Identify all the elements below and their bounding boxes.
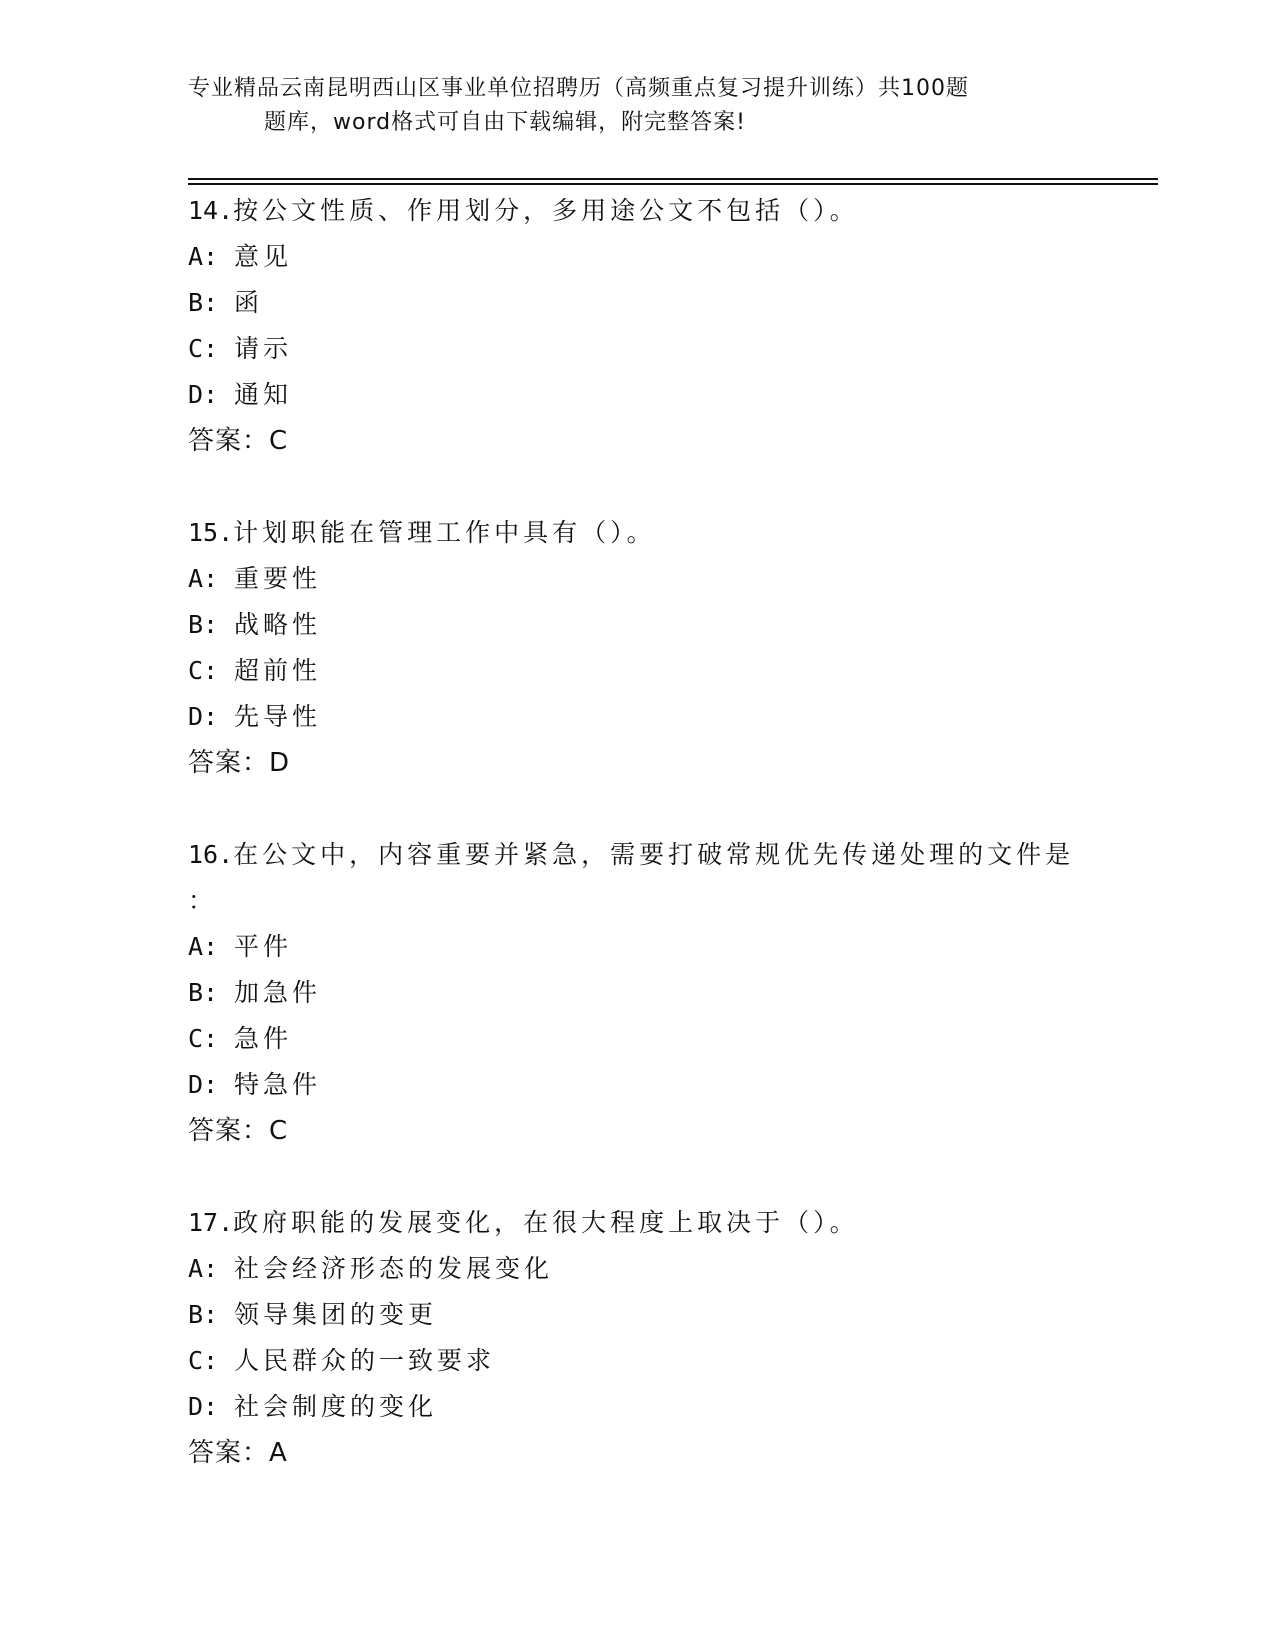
- option-c: [188, 648, 1088, 694]
- answer-label: 答案：: [188, 1116, 270, 1146]
- question-text: 政府职能的发展变化，在很大程度上取决于（）。: [233, 1208, 859, 1237]
- answer-line: [188, 740, 1088, 786]
- answer-value: C: [269, 1116, 289, 1146]
- answer-label: 答案：: [188, 748, 270, 778]
- option-text: 人民群众的一致要求: [234, 1346, 496, 1375]
- answer-value: D: [269, 748, 291, 778]
- option-b: [188, 280, 1088, 326]
- question-list: [188, 188, 1088, 1522]
- option-letter: A:: [188, 932, 219, 961]
- question-number: 14.: [188, 196, 234, 225]
- option-letter: A:: [188, 242, 219, 271]
- option-letter: C:: [188, 1346, 219, 1375]
- header-title-line-1: 专业精品云南昆明西山区事业单位招聘历（高频重点复习提升训练）共100题: [188, 76, 969, 101]
- option-c: [188, 1338, 1088, 1384]
- option-a: [188, 234, 1088, 280]
- header-divider-top: [188, 178, 1158, 180]
- answer-value: A: [269, 1438, 288, 1468]
- option-d: [188, 1384, 1088, 1430]
- option-text: 先导性: [234, 702, 322, 731]
- answer-line: [188, 418, 1088, 464]
- option-text: 通知: [234, 380, 293, 409]
- question-number: 16.: [188, 840, 234, 869]
- option-b: [188, 970, 1088, 1016]
- option-b: [188, 602, 1088, 648]
- question-15: [188, 510, 1088, 786]
- option-a: [188, 1246, 1088, 1292]
- question-number: 15.: [188, 518, 234, 547]
- option-a: [188, 924, 1088, 970]
- option-text: 加急件: [234, 978, 322, 1007]
- option-letter: B:: [188, 610, 219, 639]
- option-d: [188, 1062, 1088, 1108]
- option-text: 特急件: [234, 1070, 322, 1099]
- answer-label: 答案：: [188, 426, 270, 456]
- question-14: [188, 188, 1088, 464]
- answer-value: C: [269, 426, 289, 456]
- option-letter: C:: [188, 656, 219, 685]
- option-text: 超前性: [234, 656, 322, 685]
- answer-line: [188, 1430, 1088, 1476]
- option-text: 急件: [234, 1024, 293, 1053]
- option-d: [188, 694, 1088, 740]
- option-text: 意见: [234, 242, 293, 271]
- question-stem-continued: ：: [188, 886, 214, 915]
- option-letter: D:: [188, 1070, 219, 1099]
- option-letter: C:: [188, 1024, 219, 1053]
- option-text: 社会经济形态的发展变化: [234, 1254, 554, 1283]
- option-text: 社会制度的变化: [234, 1392, 438, 1421]
- option-letter: B:: [188, 1300, 219, 1329]
- answer-label: 答案：: [188, 1438, 270, 1468]
- answer-line: [188, 1108, 1088, 1154]
- option-text: 领导集团的变更: [234, 1300, 438, 1329]
- header-divider-bottom: [188, 183, 1158, 185]
- option-letter: D:: [188, 380, 219, 409]
- header-title-line-2: 题库，word格式可自由下载编辑，附完整答案!: [264, 110, 746, 135]
- option-text: 平件: [234, 932, 293, 961]
- question-text: 计划职能在管理工作中具有（）。: [233, 518, 656, 547]
- option-a: [188, 556, 1088, 602]
- option-text: 重要性: [234, 564, 322, 593]
- option-d: [188, 372, 1088, 418]
- question-16: [188, 832, 1088, 1154]
- question-stem: [188, 1200, 1088, 1246]
- option-letter: D:: [188, 1392, 219, 1421]
- option-text: 函: [234, 288, 264, 317]
- question-stem: [188, 832, 1088, 878]
- option-letter: B:: [188, 978, 219, 1007]
- question-17: [188, 1200, 1088, 1476]
- question-stem: [188, 510, 1088, 556]
- option-letter: B:: [188, 288, 219, 317]
- question-text: 在公文中，内容重要并紧急，需要打破常规优先传递处理的文件是: [233, 840, 1075, 869]
- option-letter: D:: [188, 702, 219, 731]
- option-b: [188, 1292, 1088, 1338]
- question-stem: [188, 188, 1088, 234]
- question-text: 按公文性质、作用划分，多用途公文不包括（）。: [233, 196, 859, 225]
- option-text: 请示: [234, 334, 293, 363]
- option-c: [188, 326, 1088, 372]
- question-number: 17.: [188, 1208, 234, 1237]
- option-letter: A:: [188, 564, 219, 593]
- document-header: [188, 72, 1088, 140]
- option-c: [188, 1016, 1088, 1062]
- option-text: 战略性: [234, 610, 322, 639]
- option-letter: C:: [188, 334, 219, 363]
- option-letter: A:: [188, 1254, 219, 1283]
